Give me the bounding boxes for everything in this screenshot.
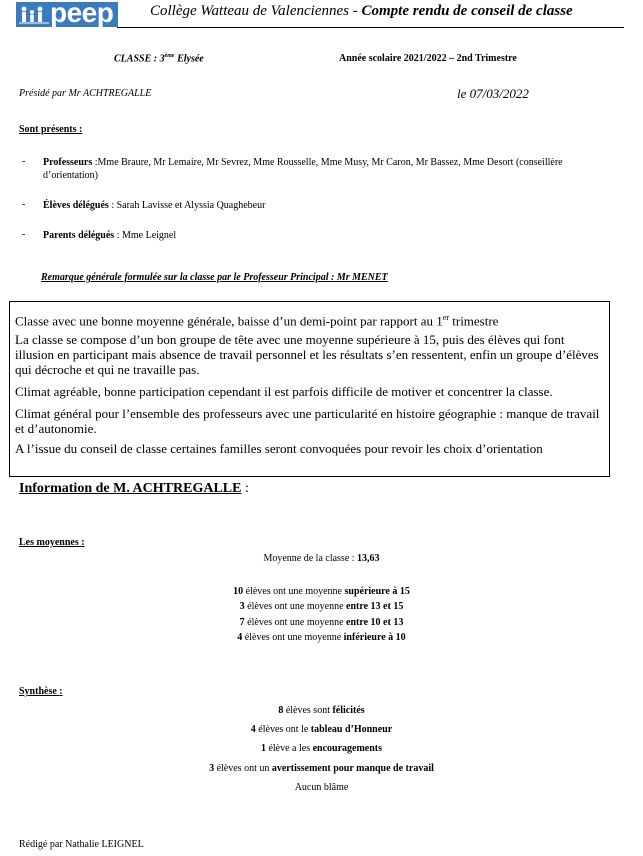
bullet-dash: -: [22, 156, 26, 167]
average-count: 4: [237, 632, 243, 643]
summary-distinction: félicités: [332, 705, 365, 716]
average-line: [0, 601, 643, 612]
presided-by: Présidé par Mr ACHTREGALLE: [19, 88, 152, 99]
remark-sup: er: [442, 313, 449, 322]
information-heading: [19, 481, 249, 497]
remark-paragraph: Climat agréable, bonne participation cependant il est parfois difficile de motiver et concentrer la classe.: [15, 384, 553, 399]
remark-text: trimestre: [449, 313, 499, 329]
remark-paragraph: Climat général pour l’ensemble des professeurs avec une particularité en histoire géographie : manque de travail et d’autonomie.: [15, 406, 600, 436]
bullet-dash: -: [22, 229, 26, 240]
average-range: entre 13 et 15: [346, 601, 404, 612]
written-by: Rédigé par Nathalie LEIGNEL: [19, 839, 144, 850]
summary-text: élèves ont le: [255, 724, 311, 735]
summary-count: 1: [260, 743, 266, 754]
remark-text: Classe avec une bonne moyenne générale, baisse d’un demi-point par rapport au 1: [15, 313, 443, 329]
average-line: [0, 586, 643, 597]
remark-paragraph: [15, 310, 605, 328]
average-line: [0, 632, 643, 643]
peep-logo: [16, 2, 118, 27]
average-count: 7: [239, 617, 245, 628]
summary-line: [0, 743, 643, 754]
meeting-date: le 07/03/2022: [457, 86, 529, 101]
logo-text: peep: [50, 0, 114, 28]
class-average-value: 13,63: [357, 553, 380, 564]
school-year: Année scolaire 2021/2022 – 2nd Trimestre: [339, 53, 517, 64]
bullet-dash: -: [22, 199, 26, 210]
average-text: élèves ont une moyenne: [244, 601, 347, 612]
remark-paragraph: A l’issue du conseil de classe certaines familles seront convoquées pour revoir les choix d’orientation: [15, 441, 543, 456]
title-school: Collège Watteau de Valenciennes -: [150, 3, 362, 19]
average-range: entre 10 et 13: [346, 617, 404, 628]
summary-count: 3: [209, 763, 215, 774]
average-count: 10: [233, 586, 244, 597]
attendees-heading: Sont présents :: [19, 124, 83, 135]
class-sup: ème: [164, 53, 175, 59]
summary-text: élèves sont: [283, 705, 333, 716]
document-title: [150, 3, 573, 20]
information-suffix: :: [241, 481, 249, 496]
remark-heading: Remarque générale formulée sur la classe par le Professeur Principal : Mr MENET: [41, 272, 388, 283]
average-range: supérieure à 15: [344, 586, 410, 597]
class-name: Elysée: [174, 53, 204, 65]
summary-text: Aucun blâme: [294, 782, 349, 793]
average-line: [0, 617, 643, 628]
summary-heading: Synthèse :: [19, 686, 63, 697]
remark-paragraph: La classe se compose d’un bon groupe de tête avec une moyenne supérieure à 15, puis des élèves qui font illusion en participant mais absence de travail personnel et les résultats s’en ressentent, enfin un groupe d’élèves qui décroche et qui ne travaille pas.: [15, 332, 599, 377]
row-label: Élèves délégués: [43, 200, 109, 211]
summary-distinction: encouragements: [312, 743, 383, 754]
class-average-label: Moyenne de la classe :: [263, 553, 358, 564]
row-label: Parents délégués: [43, 230, 115, 241]
averages-heading: Les moyennes :: [19, 537, 85, 548]
summary-line: [0, 705, 643, 716]
remark-box: [9, 301, 610, 477]
row-text: :Mme Braure, Mr Lemaire, Mr Sevrez, Mme Rousselle, Mme Musy, Mr Caron, Mr Bassez, Mme Desort (conseillère d’orientation): [43, 157, 563, 181]
summary-text: élèves ont un: [214, 763, 272, 774]
summary-count: 8: [278, 705, 284, 716]
class-average: [0, 553, 643, 564]
row-text: : Sarah Lavisse et Alyssia Quaghebeur: [108, 200, 266, 211]
average-text: élèves ont une moyenne: [242, 632, 344, 643]
class-prefix: CLASSE : 3: [114, 53, 165, 65]
average-count: 3: [239, 601, 245, 612]
average-range: inférieure à 10: [343, 632, 406, 643]
average-text: élèves ont une moyenne: [243, 586, 345, 597]
information-title: Information de M. ACHTREGALLE: [19, 481, 242, 496]
summary-count: 4: [250, 724, 256, 735]
summary-distinction: avertissement pour manque de travail: [271, 763, 434, 774]
summary-line: [0, 724, 643, 735]
header-divider: [117, 27, 624, 28]
row-label: Professeurs: [43, 157, 93, 168]
summary-line: [0, 763, 643, 774]
summary-text: élève a les: [265, 743, 313, 754]
family-icon: [19, 5, 49, 24]
class-label: [114, 53, 204, 64]
row-text: : Mme Leignel: [114, 230, 177, 241]
title-report: Compte rendu de conseil de classe: [361, 3, 573, 19]
summary-distinction: tableau d’Honneur: [310, 724, 393, 735]
summary-line: [0, 782, 643, 793]
average-text: élèves ont une moyenne: [244, 617, 347, 628]
